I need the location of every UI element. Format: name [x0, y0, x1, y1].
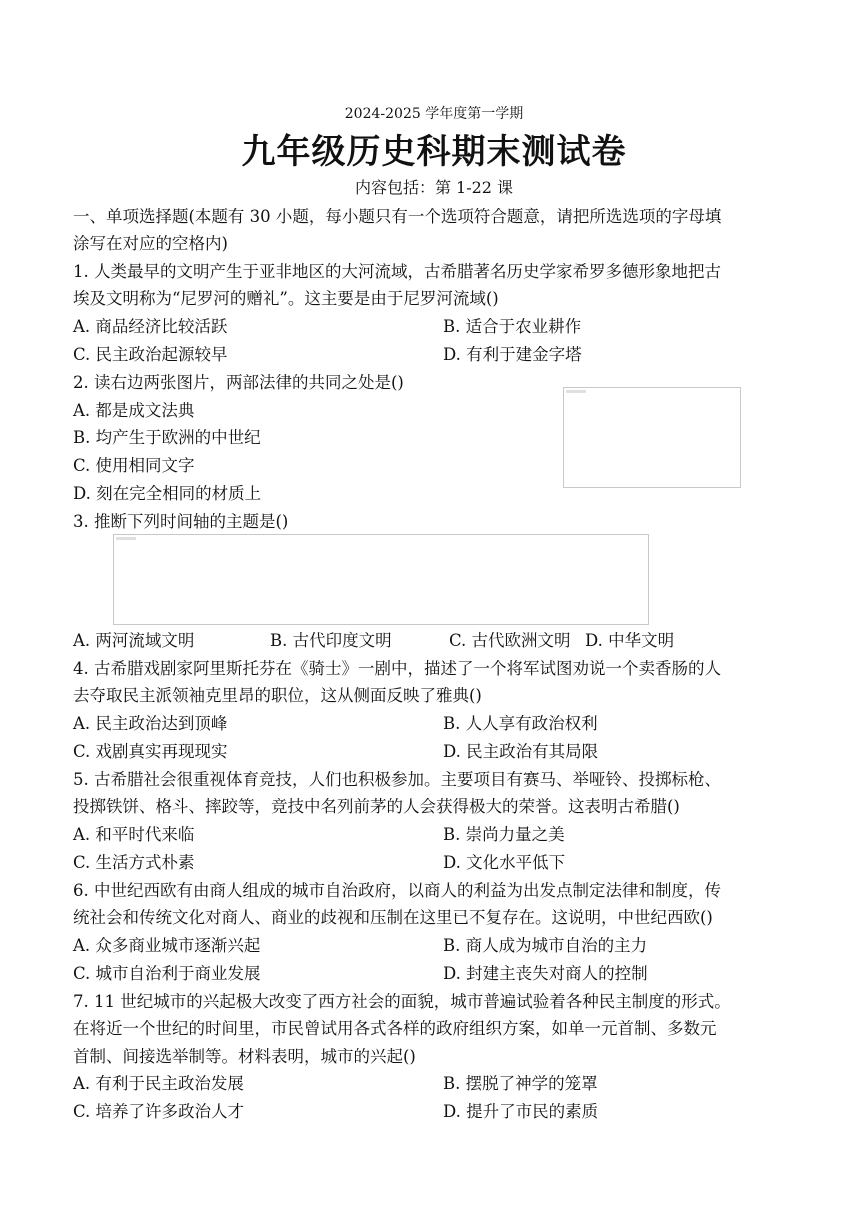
section-heading-line-1: 一、单项选择题(本题有 30 小题，每小题只有一个选项符合题意，请把所选选项的字母填 [73, 207, 722, 226]
q5-option-d: D. 文化水平低下 [443, 853, 566, 872]
law-images-placeholder [563, 387, 741, 488]
q4-stem-line-1: 4. 古希腊戏剧家阿里斯托芬在《骑士》一剧中，描述了一个将军试图劝说一个卖香肠的人 [73, 659, 721, 678]
q5-option-c: C. 生活方式朴素 [73, 853, 195, 872]
q3-option-a: A. 两河流域文明 [73, 631, 195, 650]
q6-option-a: A. 众多商业城市逐渐兴起 [73, 936, 261, 955]
q7-stem-line-3: 首制、间接选举制等。材料表明，城市的兴起() [73, 1047, 416, 1066]
q7-stem-line-2: 在将近一个世纪的时间里，市民曾试用各式各样的政府组织方案，如单一元首制、多数元 [73, 1019, 717, 1038]
q1-option-d: D. 有利于建金字塔 [443, 345, 582, 364]
q3-option-d: D. 中华文明 [585, 631, 675, 650]
q1-option-c: C. 民主政治起源较早 [73, 345, 228, 364]
q3-option-c: C. 古代欧洲文明 [449, 631, 571, 650]
timeline-image-placeholder [113, 534, 649, 625]
q4-option-b: B. 人人享有政治权利 [443, 714, 598, 733]
q5-stem-line-1: 5. 古希腊社会很重视体育竞技，人们也积极参加。主要项目有赛马、举哑铃、投掷标枪、 [73, 770, 721, 789]
q5-option-b: B. 崇尚力量之美 [443, 825, 565, 844]
q4-option-a: A. 民主政治达到顶峰 [73, 714, 228, 733]
q1-stem-line-2: 埃及文明称为“尼罗河的赠礼”。这主要是由于尼罗河流域() [73, 289, 499, 308]
q2-option-b: B. 均产生于欧洲的中世纪 [73, 428, 261, 447]
q6-option-b: B. 商人成为城市自治的主力 [443, 936, 648, 955]
q6-stem-line-1: 6. 中世纪西欧有由商人组成的城市自治政府，以商人的利益为出发点制定法律和制度，传 [73, 881, 721, 900]
content-scope: 内容包括：第 1-22 课 [354, 178, 514, 197]
q2-stem: 2. 读右边两张图片，两部法律的共同之处是() [73, 373, 404, 392]
q6-option-c: C. 城市自治利于商业发展 [73, 964, 261, 983]
q6-option-d: D. 封建主丧失对商人的控制 [443, 964, 648, 983]
q1-option-a: A. 商品经济比较活跃 [73, 317, 228, 336]
q7-stem-line-1: 7. 11 世纪城市的兴起极大改变了西方社会的面貌，城市普遍试验着各种民主制度的形式。 [73, 992, 731, 1011]
q4-stem-line-2: 去夺取民主派领袖克里昂的职位，这从侧面反映了雅典() [73, 686, 482, 705]
q4-option-d: D. 民主政治有其局限 [443, 742, 599, 761]
school-year: 2024-2025 学年度第一学期 [344, 106, 524, 122]
q3-option-b: B. 古代印度文明 [270, 631, 392, 650]
q7-option-b: B. 摆脱了神学的笼罩 [443, 1074, 598, 1093]
q7-option-c: C. 培养了许多政治人才 [73, 1102, 245, 1121]
q2-option-d: D. 刻在完全相同的材质上 [73, 484, 262, 503]
q4-option-c: C. 戏剧真实再现现实 [73, 742, 228, 761]
q3-stem: 3. 推断下列时间轴的主题是() [73, 512, 289, 531]
q5-option-a: A. 和平时代来临 [73, 825, 195, 844]
section-heading-line-2: 涂写在对应的空格内) [73, 234, 228, 253]
q1-option-b: B. 适合于农业耕作 [443, 317, 582, 336]
q2-option-a: A. 都是成文法典 [73, 401, 195, 420]
q6-stem-line-2: 统社会和传统文化对商人、商业的歧视和压制在这里已不复存在。这说明，中世纪西欧() [73, 908, 713, 927]
q2-option-c: C. 使用相同文字 [73, 456, 195, 475]
q5-stem-line-2: 投掷铁饼、格斗、摔跤等，竞技中名列前茅的人会获得极大的荣誉。这表明古希腊() [73, 797, 680, 816]
q7-option-a: A. 有利于民主政治发展 [73, 1074, 244, 1093]
q7-option-d: D. 提升了市民的素质 [443, 1102, 599, 1121]
q1-stem-line-1: 1. 人类最早的文明产生于亚非地区的大河流域，古希腊著名历史学家希罗多德形象地把古 [73, 262, 721, 281]
exam-title: 九年级历史科期末测试卷 [241, 132, 627, 172]
